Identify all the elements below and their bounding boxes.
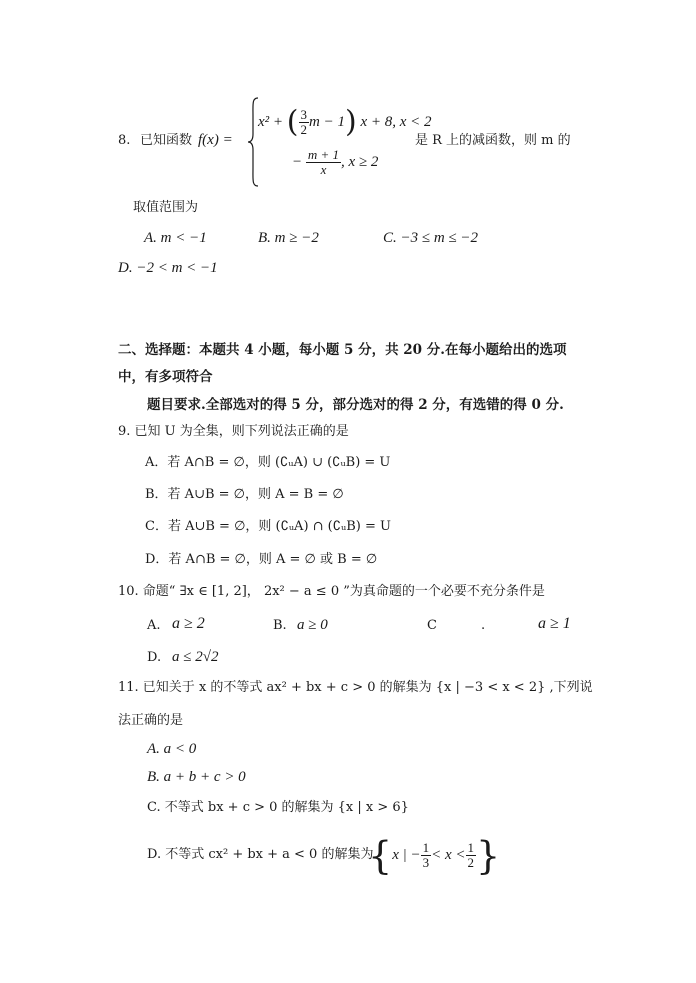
q11-option-d-set: {x | − $\frac{1}{3}$ < x < $\frac{1}{2}$ } [368, 833, 501, 878]
section2-heading: 二、选择题：本题共 4 小题，每小题 5 分，共 20 分.在每小题给出的选项 [118, 342, 567, 358]
q10-stem: 10. 命题“ ∃x ∈ [1, 2]， 2x² − a ≤ 0 ”为真命题的一个必要不充分条件是 [118, 584, 545, 599]
q11-stem: 11. 已知关于 x 的不等式 ax² + bx + c > 0 的解集为 {x | −3 < x < 2} ,下列说 [118, 680, 593, 695]
q10-option-b: a ≥ 0 [297, 617, 328, 633]
q8-stem-continued: 取值范围为 [133, 200, 199, 215]
q10-option-c: a ≥ 1 [538, 615, 571, 632]
left-brace: { [368, 833, 393, 878]
q10-option-c-label: C [427, 618, 437, 633]
section2-heading-line2: 中，有多项符合 [118, 369, 213, 385]
right-brace: } [476, 833, 501, 878]
q8-option-b: B. m ≥ −2 [258, 230, 319, 246]
q8-suffix: 是 R 上的减函数，则 m 的 [415, 133, 571, 148]
q8-number: 8. [118, 133, 131, 148]
q9-option-d: D．若 A∩B = ∅，则 A = ∅ 或 B = ∅ [145, 552, 378, 567]
q10-option-a: a ≥ 2 [172, 615, 205, 632]
q11-option-c: C. 不等式 bx + c > 0 的解集为 {x | x > 6} [147, 800, 409, 815]
q10-option-c-dot: . [481, 618, 486, 633]
q8-option-c: C. −3 ≤ m ≤ −2 [383, 230, 479, 246]
q9-stem: 9. 已知 U 为全集，则下列说法正确的是 [118, 424, 349, 439]
q10-option-a-label: A. [147, 618, 161, 633]
q9-option-b: B．若 A∪B = ∅，则 A = B = ∅ [145, 487, 344, 502]
q10-option-d: a ≤ 2√2 [172, 649, 219, 665]
q10-option-d-label: D. [147, 650, 162, 665]
q11-option-d-prefix: D. 不等式 cx² + bx + a < 0 的解集为 [147, 847, 374, 862]
left-paren: ( [286, 104, 299, 140]
q9-option-a: A．若 A∩B = ∅，则 (∁ᵤA) ∪ (∁ᵤB) = U [145, 455, 391, 470]
right-paren: ) [344, 104, 357, 140]
q8-prefix: 已知函数 [140, 133, 193, 148]
q11-option-a: A. a < 0 [147, 741, 197, 757]
q8-option-d: D. −2 < m < −1 [118, 260, 218, 276]
q10-option-b-label: B. [273, 618, 287, 633]
q8-fx: f(x) = [198, 132, 233, 148]
q8-piece2: − $\frac{m + 1}{x}$ , x ≥ 2 [292, 147, 379, 177]
section2-instructions: 题目要求.全部选对的得 5 分，部分选对的得 2 分，有选错的得 0 分. [147, 397, 564, 413]
q8-piece1: x² + ( $\frac{3}{2}$ m − 1) x + 8, x < 2 [258, 104, 432, 140]
q11-option-b: B. a + b + c > 0 [147, 769, 246, 785]
q9-option-c: C．若 A∪B = ∅，则 (∁ᵤA) ∩ (∁ᵤB) = U [145, 519, 391, 534]
q11-stem-continued: 法正确的是 [118, 713, 184, 728]
q8-option-a: A. m < −1 [144, 230, 207, 246]
